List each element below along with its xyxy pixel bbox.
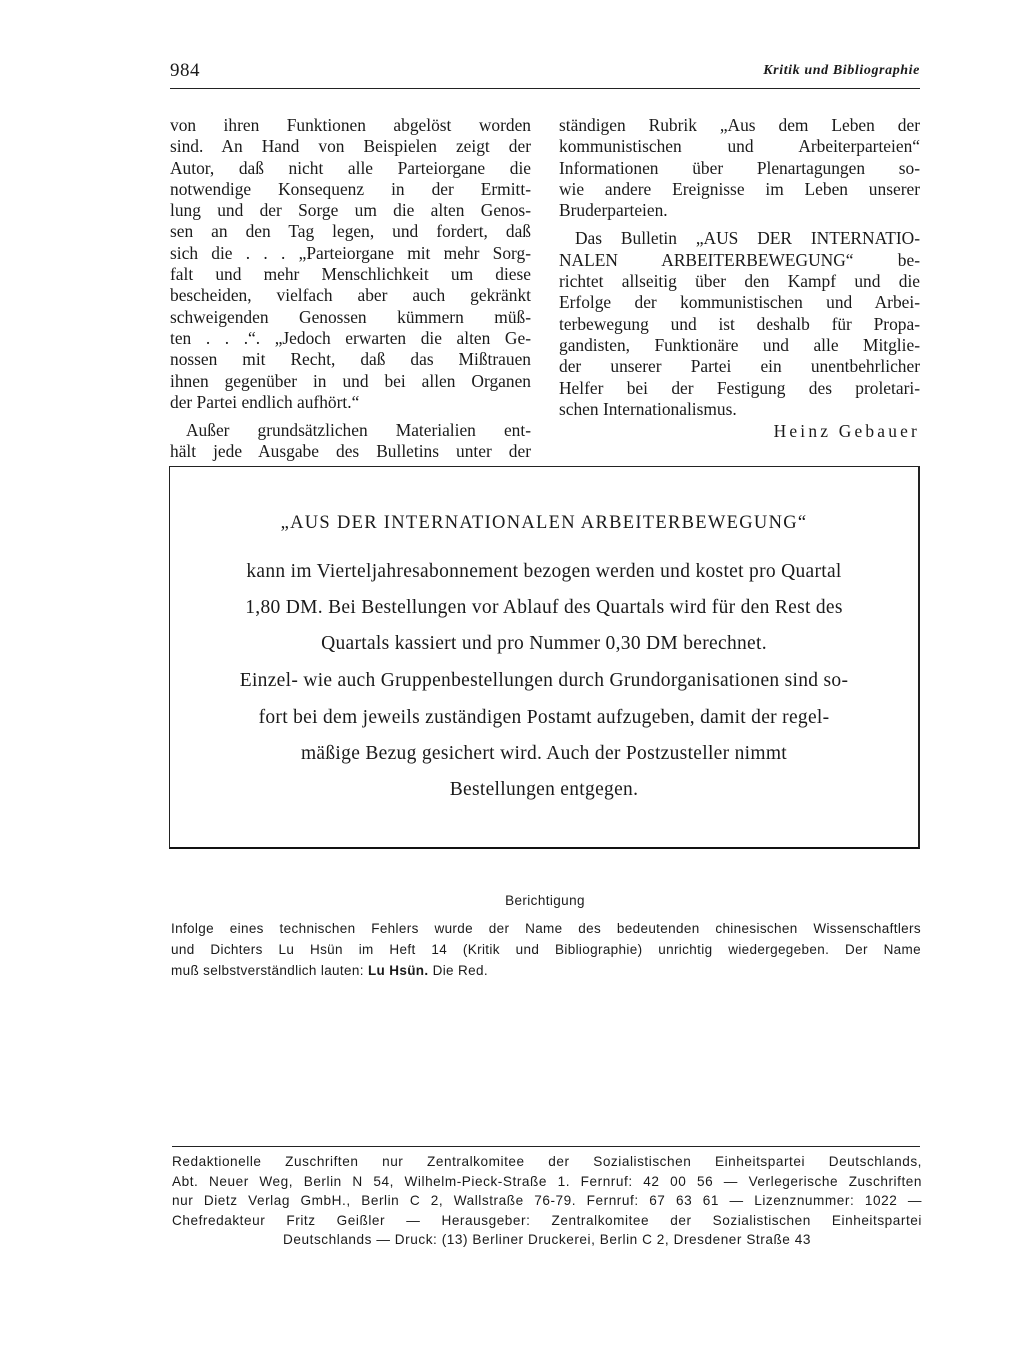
notice-line: 1,80 DM. Bei Bestellungen vor Ablauf des Quartals wird für den Rest des: [245, 597, 843, 618]
corrected-name: Lu Hsün.: [367, 963, 429, 978]
left-paragraph-2: [170, 420, 531, 463]
text-line: richtet allseitig über den Kampf und die: [559, 271, 920, 292]
text-line: gandisten, Funktionäre und alle Mitglie-: [559, 334, 920, 355]
header-rule: [170, 88, 920, 89]
notice-line: Quartals kassiert und pro Nummer 0,30 DM berechnet.: [321, 633, 767, 654]
correction-text: [171, 918, 921, 981]
imprint-line: Deutschlands — Druck: (13) Berliner Druckerei, Berlin C 2, Dresdener Straße 43: [283, 1232, 811, 1248]
text-line: kommunistischen und Arbeiterparteien“: [559, 136, 920, 157]
notice-line: fort bei dem jeweils zuständigen Postamt aufzugeben, damit der regel-: [258, 707, 830, 728]
author-signature: Heinz Gebauer: [773, 421, 920, 442]
notice-line: Einzel- wie auch Gruppenbestellungen durch Grundorganisationen sind so-: [239, 670, 849, 691]
text-line: sind. An Hand von Beispielen zeigt der: [170, 136, 531, 157]
left-column: [170, 115, 531, 463]
imprint-line: Abt. Neuer Weg, Berlin N 54, Wilhelm-Pieck-Straße 1. Fernruf: 42 00 56 — Verlegerische Zuschriften: [172, 1173, 922, 1189]
text-line: von ihren Funktionen abgelöst worden: [170, 115, 531, 135]
text-line: wie andere Ereignisse im Leben unserer: [559, 178, 920, 199]
imprint-rule: [172, 1146, 920, 1147]
text-line: ihnen gegenüber in und bei allen Organen: [170, 370, 531, 391]
text-line: Helfer bei der Festigung des proletari-: [559, 377, 920, 398]
right-column: [559, 115, 920, 442]
text-line: und Dichters Lu Hsün im Heft 14 (Kritik und Bibliographie) unrichtig wiedergegeben. Der Name: [171, 942, 921, 957]
notice-line: Bestellungen entgegen.: [449, 779, 639, 800]
text-line: Erfolge der kommunistischen und Arbei-: [559, 292, 920, 313]
text-line: sen an den Tag legen, und fordert, daß: [170, 221, 531, 242]
imprint-line: Chefredakteur Fritz Geißler — Herausgeber: Zentralkomitee der Sozialistischen Einheitspartei: [172, 1212, 922, 1228]
notice-line: mäßige Bezug gesichert wird. Auch der Postzusteller nimmt: [300, 743, 788, 764]
correction-title: Berichtigung: [505, 893, 585, 908]
left-paragraph-1: [170, 115, 531, 413]
text-line: hält jede Ausgabe des Bulletins unter der: [170, 441, 531, 462]
correction-suffix: Die Red.: [432, 963, 488, 978]
imprint-line: nur Dietz Verlag GmbH., Berlin C 2, Wallstraße 76-79. Fernruf: 67 63 61 — Lizenznummer: 1022 —: [172, 1193, 922, 1209]
text-line: Infolge eines technischen Fehlers wurde der Name des bedeutenden chinesischen Wissenschaftlers: [171, 921, 921, 936]
text-line: NALEN ARBEITERBEWEGUNG“ be-: [559, 249, 920, 270]
text-line: ständigen Rubrik „Aus dem Leben der: [559, 115, 920, 135]
text-line: Bruderparteien.: [559, 200, 668, 221]
right-paragraph-1: [559, 115, 920, 221]
imprint: [172, 1152, 922, 1250]
text-line: [171, 960, 921, 981]
text-line: notwendige Konsequenz in der Ermitt-: [170, 178, 531, 199]
text-line: lung und der Sorge um die alten Genos-: [170, 200, 531, 221]
correction-prefix: muß selbstverständlich lauten:: [171, 963, 364, 978]
text-line: Das Bulletin „AUS DER INTERNATIO-: [575, 228, 920, 249]
notice-line: kann im Vierteljahresabonnement bezogen werden und kostet pro Quartal: [246, 561, 842, 582]
text-line: Informationen über Plenartagungen so-: [559, 157, 920, 178]
text-line: der unserer Partei ein unentbehrlicher: [559, 356, 920, 377]
text-line: schweigenden Genossen kümmern müß-: [170, 306, 531, 327]
text-line: der Partei endlich aufhört.“: [170, 391, 360, 412]
text-line: sich die . . . „Parteiorgane mit mehr Sorg-: [170, 242, 531, 263]
text-line: schen Internationalismus.: [559, 398, 737, 419]
right-paragraph-2: [559, 228, 920, 420]
notice-title: „AUS DER INTERNATIONALEN ARBEITERBEWEGUNG“: [280, 513, 808, 533]
subscription-notice-box: [169, 466, 920, 849]
text-line: terbewegung und ist deshalb für Propa-: [559, 313, 920, 334]
page-number: 984: [170, 60, 200, 81]
imprint-line: Redaktionelle Zuschriften nur Zentralkomitee der Sozialistischen Einheitspartei Deutschlands,: [172, 1154, 922, 1169]
running-head: Kritik und Bibliographie: [763, 63, 920, 78]
text-line: falt und mehr Menschlichkeit um diese: [170, 264, 531, 285]
text-line: nossen mit Recht, daß das Mißtrauen: [170, 349, 531, 370]
text-line: Autor, daß nicht alle Parteiorgane die: [170, 157, 531, 178]
text-line: bescheiden, vielfach aber auch gekränkt: [170, 285, 531, 306]
text-line: ten . . .“. „Jedoch erwarten die alten Ge-: [170, 327, 531, 348]
text-line: Außer grundsätzlichen Materialien ent-: [186, 420, 531, 441]
